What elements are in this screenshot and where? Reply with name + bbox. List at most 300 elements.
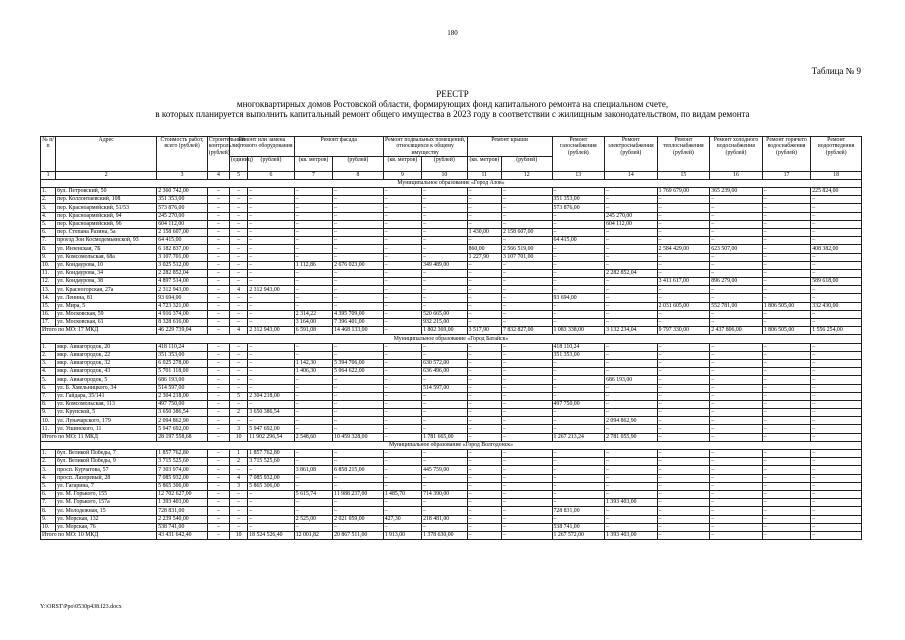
- table-cell: –: [762, 278, 811, 286]
- table-cell: –: [501, 212, 552, 220]
- table-cell: 2 158 607,00: [501, 228, 552, 236]
- table-cell: 3 650 386,54: [157, 409, 208, 417]
- table-cell: 514 597,00: [157, 384, 208, 392]
- table-cell: –: [552, 188, 605, 196]
- table-cell: –: [657, 319, 710, 327]
- table-cell: –: [710, 286, 763, 294]
- table-cell: –: [762, 196, 811, 204]
- table-cell: –: [467, 286, 501, 294]
- table-cell: 8.: [41, 400, 56, 408]
- table-cell: –: [762, 294, 811, 302]
- table-cell: –: [230, 466, 248, 474]
- total-cell: 18 524 526,40: [248, 531, 295, 539]
- table-cell: –: [552, 376, 605, 384]
- table-cell: –: [207, 310, 229, 318]
- table-row: [41, 269, 862, 277]
- table-cell: 860,00: [467, 245, 501, 253]
- table-cell: –: [762, 376, 811, 384]
- table-cell: –: [422, 245, 468, 253]
- table-cell: –: [657, 253, 710, 261]
- table-row: [41, 286, 862, 294]
- table-row: [41, 376, 862, 384]
- table-cell: –: [422, 482, 468, 490]
- table-cell: 9.: [41, 253, 56, 261]
- table-cell: –: [605, 409, 658, 417]
- table-cell: 1 227,90: [467, 253, 501, 261]
- table-cell: –: [230, 261, 248, 269]
- table-cell: –: [811, 343, 862, 351]
- table-cell: 573 876,00: [157, 204, 208, 212]
- table-cell: –: [762, 351, 811, 359]
- table-cell: –: [230, 351, 248, 359]
- table-cell: –: [552, 245, 605, 253]
- table-cell: –: [467, 482, 501, 490]
- total-cell: 1 267 213,24: [552, 433, 605, 441]
- table-cell: –: [811, 466, 862, 474]
- table-cell: –: [467, 523, 501, 531]
- table-cell: 12 702 627,00: [157, 490, 208, 498]
- table-cell: –: [501, 482, 552, 490]
- table-cell: –: [383, 269, 421, 277]
- table-cell: 4 916 374,00: [157, 310, 208, 318]
- table-cell: –: [605, 261, 658, 269]
- table-cell: –: [333, 507, 384, 515]
- table-cell: –: [383, 302, 421, 310]
- table-cell: –: [333, 523, 384, 531]
- column-number: 12: [501, 172, 552, 180]
- table-cell: –: [248, 302, 295, 310]
- header-facade: Ремонт фасада: [294, 137, 383, 157]
- total-cell: 1 781 665,00: [422, 433, 468, 441]
- total-cell: 6 591,08: [294, 327, 332, 335]
- table-cell: 8 328 616,00: [157, 319, 208, 327]
- table-cell: –: [710, 204, 763, 212]
- table-cell: –: [422, 409, 468, 417]
- table-cell: –: [762, 188, 811, 196]
- table-cell: 6.: [41, 490, 56, 498]
- header-address: Адрес: [56, 137, 157, 172]
- table-cell: –: [207, 269, 229, 277]
- table-cell: –: [230, 319, 248, 327]
- table-cell: –: [383, 400, 421, 408]
- table-cell: –: [248, 245, 295, 253]
- footer-file-path: Y:\ORST\Ppo\0530p438.f23.docx: [40, 604, 122, 610]
- table-cell: –: [552, 482, 605, 490]
- table-cell: –: [333, 499, 384, 507]
- table-cell: ул. Комсомольская, 113: [56, 400, 157, 408]
- column-number: 5: [230, 172, 248, 180]
- table-cell: –: [467, 212, 501, 220]
- table-cell: –: [552, 368, 605, 376]
- table-cell: –: [501, 204, 552, 212]
- table-cell: –: [422, 523, 468, 531]
- total-cell: –: [762, 531, 811, 539]
- table-cell: –: [762, 507, 811, 515]
- table-cell: –: [383, 359, 421, 367]
- table-cell: –: [501, 261, 552, 269]
- table-cell: –: [248, 400, 295, 408]
- table-cell: –: [710, 359, 763, 367]
- table-cell: 728 831,00: [157, 507, 208, 515]
- table-cell: 1 142,30: [294, 359, 332, 367]
- total-cell: 1 378 630,00: [422, 531, 468, 539]
- table-cell: –: [467, 507, 501, 515]
- table-cell: –: [230, 310, 248, 318]
- column-number: 3: [157, 172, 208, 180]
- table-cell: 728 831,00: [552, 507, 605, 515]
- table-cell: –: [248, 278, 295, 286]
- table-cell: –: [501, 417, 552, 425]
- table-row: [41, 499, 862, 507]
- total-cell: 3 132 234,04: [605, 327, 658, 335]
- total-cell: 1 083 338,00: [552, 327, 605, 335]
- table-cell: –: [501, 474, 552, 482]
- table-cell: –: [762, 245, 811, 253]
- table-cell: 6.: [41, 228, 56, 236]
- table-cell: –: [422, 499, 468, 507]
- table-cell: –: [710, 343, 763, 351]
- table-cell: –: [605, 204, 658, 212]
- table-cell: ул. Крупской, 5: [56, 409, 157, 417]
- table-cell: –: [248, 376, 295, 384]
- table-cell: –: [230, 220, 248, 228]
- table-cell: –: [207, 450, 229, 458]
- table-cell: –: [501, 458, 552, 466]
- table-row: [41, 294, 862, 302]
- table-cell: –: [762, 269, 811, 277]
- table-cell: 2 304 218,00: [157, 392, 208, 400]
- table-cell: 1 806 505,00: [762, 302, 811, 310]
- table-cell: –: [333, 278, 384, 286]
- table-cell: –: [710, 450, 763, 458]
- table-cell: –: [248, 228, 295, 236]
- table-cell: –: [383, 384, 421, 392]
- table-cell: –: [207, 400, 229, 408]
- table-cell: –: [230, 490, 248, 498]
- table-cell: 6 025 278,00: [157, 359, 208, 367]
- table-cell: –: [333, 417, 384, 425]
- table-cell: 225 824,00: [811, 188, 862, 196]
- column-number: 14: [605, 172, 658, 180]
- table-row: [41, 319, 862, 327]
- table-cell: –: [501, 450, 552, 458]
- table-cell: –: [230, 384, 248, 392]
- table-cell: –: [294, 417, 332, 425]
- table-cell: –: [248, 253, 295, 261]
- table-cell: –: [422, 278, 468, 286]
- section-title: Муниципальное образование «Город Батайск»: [41, 335, 862, 343]
- table-cell: 8.: [41, 245, 56, 253]
- table-cell: –: [467, 458, 501, 466]
- table-row: [41, 450, 862, 458]
- table-cell: –: [230, 368, 248, 376]
- table-cell: ул. Московская, 61: [56, 319, 157, 327]
- table-cell: ул. М. Горького, 155: [56, 490, 157, 498]
- total-cell: 10 459 328,00: [333, 433, 384, 441]
- table-cell: –: [605, 384, 658, 392]
- table-cell: 1 430,00: [467, 228, 501, 236]
- table-cell: –: [422, 400, 468, 408]
- table-cell: 3 107 701,00: [501, 253, 552, 261]
- table-cell: –: [710, 376, 763, 384]
- table-cell: –: [294, 458, 332, 466]
- table-cell: –: [333, 376, 384, 384]
- table-cell: –: [605, 515, 658, 523]
- table-cell: –: [762, 359, 811, 367]
- table-cell: 5 865 306,00: [157, 482, 208, 490]
- table-cell: –: [501, 376, 552, 384]
- table-cell: –: [552, 499, 605, 507]
- table-cell: 2 094 862,90: [157, 417, 208, 425]
- table-cell: –: [605, 278, 658, 286]
- table-cell: –: [811, 196, 862, 204]
- table-cell: –: [230, 499, 248, 507]
- table-cell: –: [383, 188, 421, 196]
- table-cell: –: [422, 392, 468, 400]
- table-cell: –: [207, 302, 229, 310]
- section-row: [41, 441, 862, 449]
- table-cell: 5 701 118,00: [157, 368, 208, 376]
- table-cell: –: [605, 474, 658, 482]
- table-cell: –: [383, 245, 421, 253]
- table-cell: –: [383, 196, 421, 204]
- table-cell: –: [657, 474, 710, 482]
- total-cell: 1 913,00: [383, 531, 421, 539]
- table-cell: 1 393 403,00: [157, 499, 208, 507]
- table-cell: –: [811, 359, 862, 367]
- table-cell: –: [811, 228, 862, 236]
- table-cell: –: [230, 278, 248, 286]
- table-cell: 573 876,00: [552, 204, 605, 212]
- table-cell: –: [422, 253, 468, 261]
- table-cell: –: [501, 523, 552, 531]
- table-cell: –: [811, 220, 862, 228]
- table-cell: 3 650 386,54: [248, 409, 295, 417]
- table-cell: –: [467, 310, 501, 318]
- table-cell: –: [605, 310, 658, 318]
- table-cell: –: [294, 409, 332, 417]
- table-cell: бул. Великой Победы, 7: [56, 450, 157, 458]
- table-row: [41, 237, 862, 245]
- total-cell: –: [811, 433, 862, 441]
- table-cell: –: [501, 507, 552, 515]
- table-cell: –: [422, 286, 468, 294]
- table-cell: –: [501, 466, 552, 474]
- table-cell: 686 193,00: [605, 376, 658, 384]
- table-cell: пер. Степана Разина, 5а: [56, 228, 157, 236]
- table-cell: –: [501, 220, 552, 228]
- table-cell: 3 715 525,60: [157, 458, 208, 466]
- header-heat: Ремонт теплоснабжения (рублей): [657, 137, 710, 172]
- table-cell: –: [811, 515, 862, 523]
- column-number: 6: [248, 172, 295, 180]
- table-cell: –: [605, 490, 658, 498]
- table-cell: 2.: [41, 196, 56, 204]
- table-cell: –: [383, 425, 421, 433]
- table-cell: 2 314,22: [294, 310, 332, 318]
- table-cell: –: [383, 409, 421, 417]
- table-cell: –: [811, 474, 862, 482]
- table-cell: 2 566 519,00: [501, 245, 552, 253]
- table-cell: –: [762, 499, 811, 507]
- table-cell: –: [333, 392, 384, 400]
- table-cell: –: [383, 261, 421, 269]
- table-cell: –: [422, 450, 468, 458]
- table-cell: –: [710, 294, 763, 302]
- table-cell: –: [762, 490, 811, 498]
- table-cell: –: [207, 188, 229, 196]
- total-cell: 46 229 739,04: [157, 327, 208, 335]
- table-cell: –: [422, 237, 468, 245]
- table-cell: –: [383, 466, 421, 474]
- header-facade-rub: (рублей): [333, 157, 384, 172]
- table-cell: –: [207, 507, 229, 515]
- table-cell: –: [467, 499, 501, 507]
- table-cell: –: [552, 417, 605, 425]
- table-cell: 64 415,00: [157, 237, 208, 245]
- table-cell: –: [230, 523, 248, 531]
- table-cell: –: [467, 351, 501, 359]
- table-cell: –: [552, 220, 605, 228]
- table-cell: 5 947 692,00: [248, 425, 295, 433]
- table-cell: –: [501, 499, 552, 507]
- table-cell: –: [710, 368, 763, 376]
- table-body: [41, 172, 862, 540]
- table-cell: 2 031 605,00: [657, 302, 710, 310]
- table-cell: –: [710, 515, 763, 523]
- total-cell: 28 197 558,68: [157, 433, 208, 441]
- table-cell: –: [248, 319, 295, 327]
- table-cell: ул. Ушинского, 11: [56, 425, 157, 433]
- table-cell: 9.: [41, 409, 56, 417]
- header-num: № п/п: [41, 137, 56, 172]
- table-cell: –: [248, 466, 295, 474]
- table-cell: –: [657, 376, 710, 384]
- table-cell: 6 182 837,00: [157, 245, 208, 253]
- table-cell: –: [294, 482, 332, 490]
- table-cell: –: [294, 294, 332, 302]
- table-cell: –: [605, 319, 658, 327]
- table-cell: 10.: [41, 417, 56, 425]
- table-cell: –: [333, 253, 384, 261]
- table-cell: 4 723 321,00: [157, 302, 208, 310]
- table-cell: –: [294, 278, 332, 286]
- table-cell: –: [294, 212, 332, 220]
- table-cell: 351 353,00: [157, 351, 208, 359]
- table-cell: –: [422, 458, 468, 466]
- column-number: 10: [422, 172, 468, 180]
- total-cell: –: [501, 433, 552, 441]
- table-cell: –: [383, 310, 421, 318]
- table-cell: 349 489,00: [422, 261, 468, 269]
- table-cell: –: [605, 351, 658, 359]
- table-cell: ул. Морская, 76: [56, 523, 157, 531]
- table-cell: –: [501, 237, 552, 245]
- table-cell: –: [605, 523, 658, 531]
- table-cell: –: [333, 482, 384, 490]
- table-cell: ул. Морская, 132: [56, 515, 157, 523]
- table-cell: –: [383, 450, 421, 458]
- table-cell: –: [333, 425, 384, 433]
- total-cell: 4: [230, 327, 248, 335]
- table-cell: –: [811, 212, 862, 220]
- table-cell: –: [207, 286, 229, 294]
- table-cell: –: [207, 482, 229, 490]
- table-cell: –: [248, 417, 295, 425]
- table-cell: –: [710, 417, 763, 425]
- table-cell: –: [657, 310, 710, 318]
- table-cell: –: [710, 212, 763, 220]
- table-cell: –: [230, 515, 248, 523]
- table-row: [41, 466, 862, 474]
- column-number: 15: [657, 172, 710, 180]
- header-basement: Ремонт подвальных помещений, относящихся к общему имуществу: [385, 137, 466, 156]
- table-cell: 623 507,00: [710, 245, 763, 253]
- table-cell: 497 750,00: [552, 400, 605, 408]
- table-cell: ул. Молодежная, 15: [56, 507, 157, 515]
- table-cell: –: [657, 482, 710, 490]
- table-cell: –: [248, 343, 295, 351]
- table-cell: –: [467, 278, 501, 286]
- table-cell: –: [762, 466, 811, 474]
- total-cell: 10: [230, 531, 248, 539]
- table-cell: –: [207, 392, 229, 400]
- table-cell: ул. Кондаурова, 38: [56, 278, 157, 286]
- column-number: 9: [383, 172, 421, 180]
- table-cell: –: [467, 343, 501, 351]
- table-cell: –: [552, 286, 605, 294]
- table-cell: –: [657, 466, 710, 474]
- table-cell: –: [207, 417, 229, 425]
- table-cell: –: [811, 458, 862, 466]
- table-cell: –: [294, 499, 332, 507]
- title-line-1: РЕЕСТР: [436, 89, 469, 99]
- page-number: 180: [447, 29, 458, 37]
- table-cell: –: [710, 474, 763, 482]
- table-cell: –: [710, 269, 763, 277]
- table-cell: –: [248, 368, 295, 376]
- table-cell: 3 025 512,00: [157, 261, 208, 269]
- table-cell: –: [207, 294, 229, 302]
- table-cell: –: [207, 458, 229, 466]
- table-cell: 2 312 943,00: [248, 286, 295, 294]
- table-cell: –: [422, 343, 468, 351]
- table-cell: –: [207, 278, 229, 286]
- table-cell: 1 112,86: [294, 261, 332, 269]
- table-cell: –: [294, 269, 332, 277]
- table-cell: 351 353,00: [552, 196, 605, 204]
- table-cell: –: [552, 253, 605, 261]
- table-cell: 15.: [41, 302, 56, 310]
- table-cell: –: [811, 310, 862, 318]
- total-cell: 10: [230, 433, 248, 441]
- table-cell: 16.: [41, 310, 56, 318]
- table-row: [41, 343, 862, 351]
- table-cell: –: [294, 474, 332, 482]
- header-basement-rub: (рублей): [422, 157, 468, 172]
- table-cell: –: [552, 450, 605, 458]
- table-cell: –: [657, 458, 710, 466]
- table-cell: –: [501, 196, 552, 204]
- table-row: [41, 490, 862, 498]
- table-cell: –: [383, 319, 421, 327]
- table-cell: –: [762, 220, 811, 228]
- table-cell: –: [605, 450, 658, 458]
- table-cell: 7.: [41, 499, 56, 507]
- table-cell: –: [248, 196, 295, 204]
- header-facade-m2: (кв. метров): [294, 157, 332, 172]
- table-cell: –: [422, 376, 468, 384]
